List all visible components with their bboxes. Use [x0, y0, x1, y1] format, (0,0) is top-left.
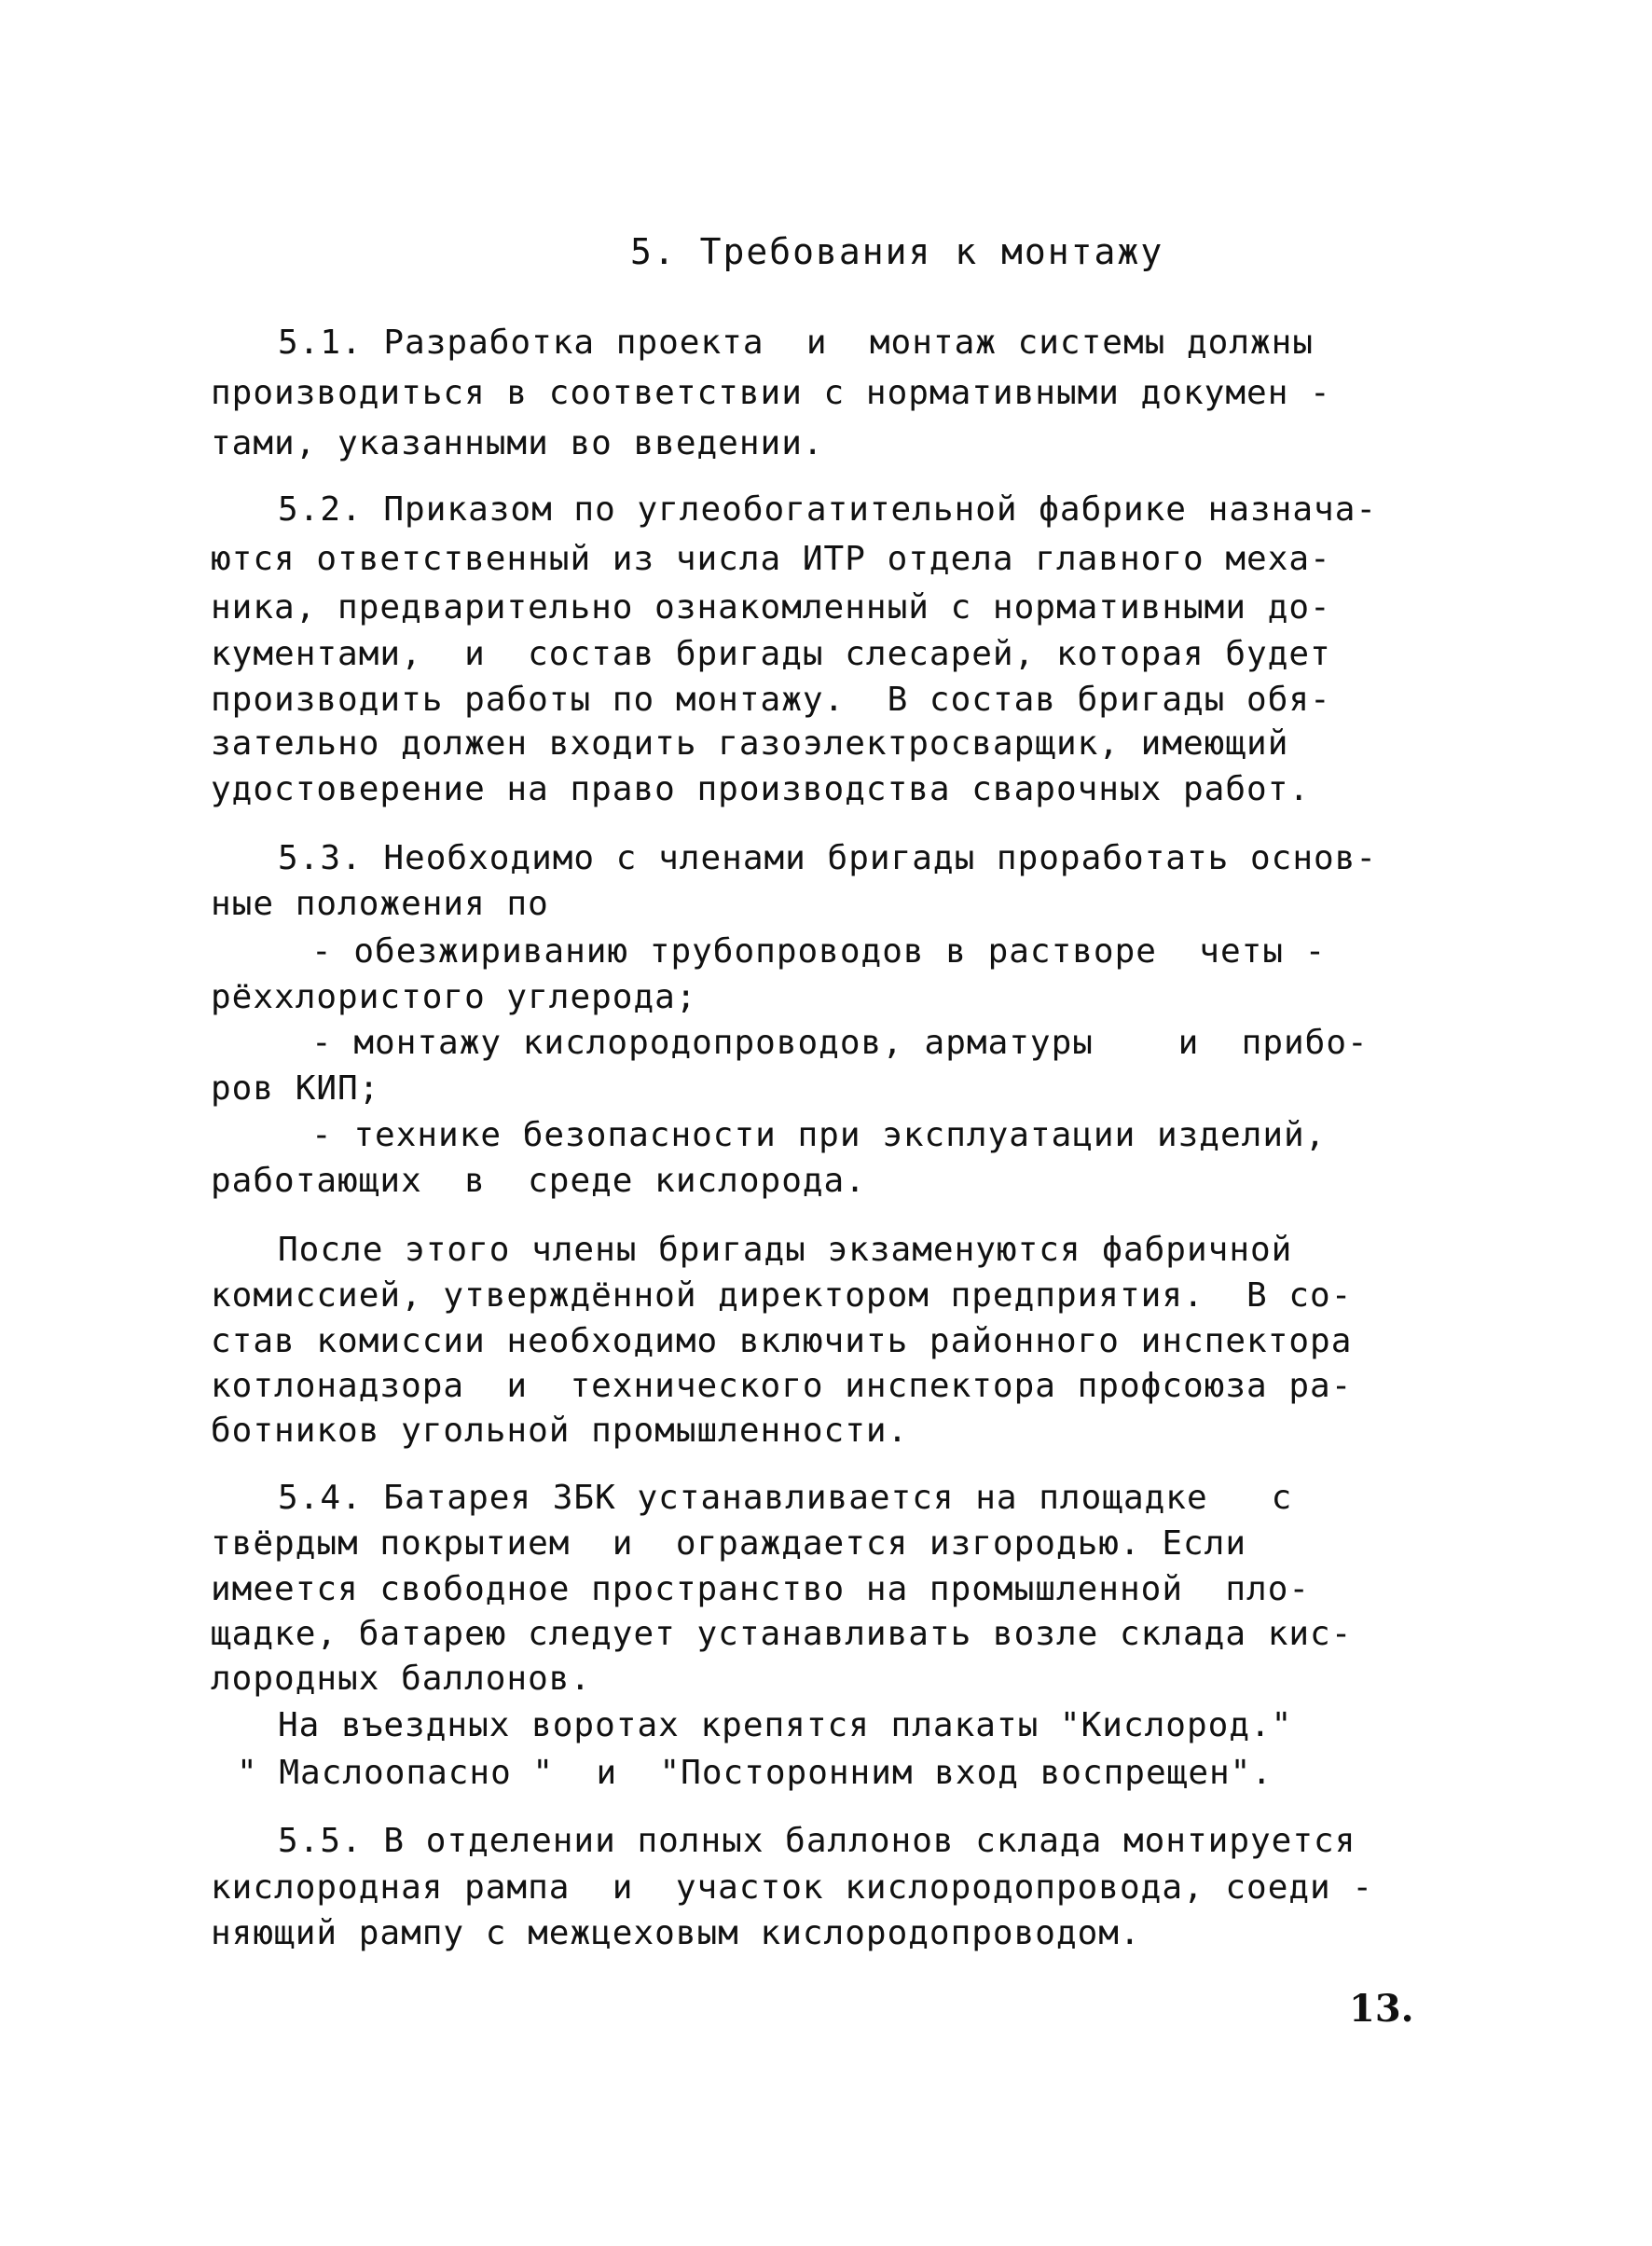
page-number: 13.	[1349, 1987, 1414, 2031]
paragraph-line: 5.2. Приказом по углеобогатительной фабрике назнача-	[278, 490, 1378, 529]
paragraph-line: ные положения по	[211, 885, 549, 923]
paragraph-line: производиться в соответствии с нормативными докумен -	[211, 374, 1331, 412]
paragraph-line: удостоверение на право производства сварочных работ.	[211, 770, 1311, 808]
paragraph-line: имеется свободное пространство на промышленной пло-	[211, 1570, 1311, 1608]
paragraph-line: твёрдым покрытием и ограждается изгородью. Если	[211, 1524, 1247, 1563]
list-item-line: - технике безопасности при эксплуатации изделий,	[311, 1116, 1327, 1154]
list-item-line: рёххлористого углерода;	[211, 978, 697, 1016]
list-item-line: - монтажу кислородопроводов, арматуры и прибо-	[311, 1024, 1369, 1062]
list-item-line: - обезжириванию трубопроводов в растворе четы -	[311, 932, 1327, 971]
paragraph-line: кислородная рампа и участок кислородопровода, соеди -	[211, 1868, 1374, 1907]
paragraph-line: 5.5. В отделении полных баллонов склада монтируется	[278, 1822, 1356, 1860]
paragraph-line: зательно должен входить газоэлектросварщик, имеющий	[211, 724, 1289, 763]
paragraph-line: котлонадзора и технического инспектора профсоюза ра-	[211, 1367, 1353, 1405]
paragraph-line: став комиссии необходимо включить районного инспектора	[211, 1322, 1353, 1360]
paragraph-line: комиссией, утверждённой директором предприятия. В со-	[211, 1276, 1353, 1315]
paragraph-line: 5.4. Батарея ЗБК устанавливается на площадке с	[278, 1479, 1293, 1517]
paragraph-line: ботников угольной промышленности.	[211, 1412, 909, 1450]
paragraph-line: 5.3. Необходимо с членами бригады проработать основ-	[278, 839, 1378, 877]
paragraph-line: производить работы по монтажу. В состав бригады обя-	[211, 681, 1331, 719]
paragraph-line: щадке, батарею следует устанавливать возле склада кис-	[211, 1615, 1353, 1653]
paragraph-line: няющий рампу с межцеховым кислородопроводом.	[211, 1914, 1141, 1952]
paragraph-line: ются ответственный из числа ИТР отдела главного меха-	[211, 540, 1331, 578]
section-heading: 5. Требования к монтажу	[630, 231, 1164, 272]
paragraph-line: 5.1. Разработка проекта и монтаж системы должны	[278, 324, 1315, 362]
list-item-line: ров КИП;	[211, 1069, 380, 1108]
paragraph-line: ника, предварительно ознакомленный с нормативными до-	[211, 588, 1331, 627]
paragraph-line: После этого члены бригады экзаменуются фабричной	[278, 1231, 1293, 1269]
paragraph-line: тами, указанными во введении.	[211, 424, 824, 462]
paragraph-line: " Маслоопасно " и "Посторонним вход воспрещен".	[237, 1754, 1273, 1792]
paragraph-line: лородных баллонов.	[211, 1660, 592, 1698]
paragraph-line: кументами, и состав бригады слесарей, которая будет	[211, 635, 1331, 673]
paragraph-line: На въездных воротах крепятся плакаты "Кислород."	[278, 1706, 1293, 1744]
list-item-line: работающих в среде кислорода.	[211, 1162, 866, 1200]
